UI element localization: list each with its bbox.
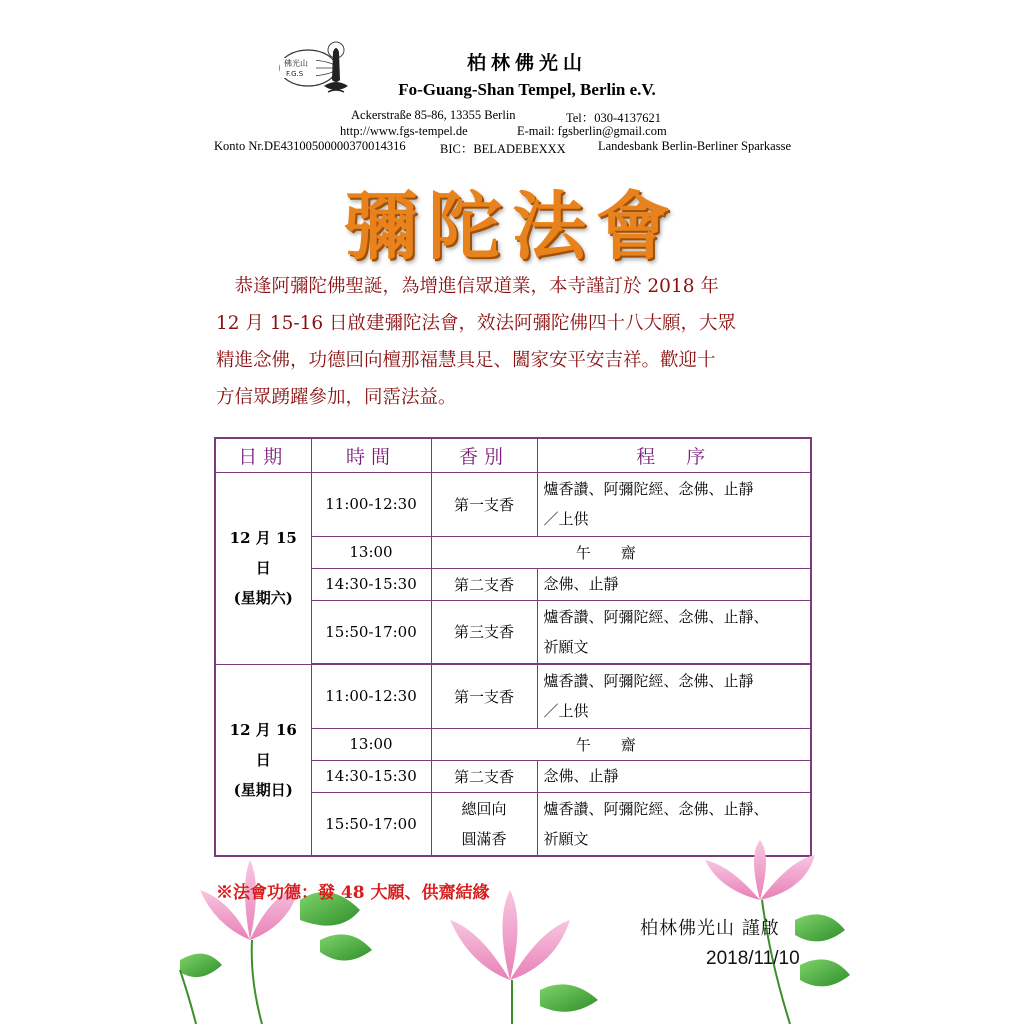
program-line: 念佛、止靜 — [543, 575, 619, 593]
email-link[interactable]: E-mail: fgsberlin@gmail.com — [517, 124, 667, 138]
lotus-flower-icon — [450, 890, 598, 1024]
time-cell: 14:30-15:30 — [311, 760, 431, 792]
incense-cell: 第三支香 — [431, 600, 537, 664]
intro-line: 恭逢阿彌陀佛聖誕，為增進信眾道業，本寺謹訂於 2018 年 — [216, 276, 719, 297]
bank-account: Konto Nr.DE43100500000370014316 — [214, 139, 406, 153]
bic-code: BIC：BELADEBEXXX — [440, 142, 566, 156]
date-label: 12 月 15 日 — [229, 529, 297, 577]
program-cell — [537, 760, 811, 792]
program-line: 爐香讚、阿彌陀經、念佛、止靜 — [543, 672, 754, 691]
lotus-decoration — [0, 840, 1024, 1024]
time-cell: 14:30-15:30 — [311, 568, 431, 600]
program-cell — [537, 664, 811, 728]
incense-cell: 第一支香 — [431, 664, 537, 728]
org-name-chinese: 柏林佛光山 — [466, 52, 587, 74]
time-cell: 15:50-17:00 — [311, 600, 431, 664]
incense-line: 總回向 — [461, 799, 507, 818]
time-cell: 11:00-12:30 — [311, 472, 431, 536]
lunch-cell: 午齋 — [431, 728, 811, 760]
program-line: 念佛、止靜 — [543, 767, 619, 785]
program-line: ／上供 — [543, 702, 589, 721]
date-cell — [215, 472, 311, 664]
phone: Tel：030-4137621 — [566, 111, 661, 125]
table-header-row — [215, 438, 811, 472]
org-name-german: Fo-Guang-Shan Tempel, Berlin e.V. — [398, 80, 656, 99]
website-link[interactable]: http://www.fgs-tempel.de — [340, 124, 468, 138]
program-cell — [537, 568, 811, 600]
header-date: 日期 — [215, 438, 311, 472]
weekday-label: (星期六) — [233, 589, 293, 607]
program-line: 爐香讚、阿彌陀經、念佛、止靜、 — [543, 607, 769, 626]
program-line: 爐香讚、阿彌陀經、念佛、止靜、 — [543, 799, 769, 818]
intro-paragraph — [216, 268, 816, 416]
date-cell — [215, 664, 311, 856]
time-cell: 13:00 — [311, 536, 431, 568]
weekday-label: (星期日) — [233, 780, 293, 799]
address: Ackerstraße 85-86, 13355 Berlin — [351, 108, 516, 122]
time-cell: 13:00 — [311, 728, 431, 760]
program-line: 祈願文 — [543, 829, 589, 848]
program-cell — [537, 600, 811, 664]
program-line: ／上供 — [543, 510, 589, 528]
intro-line: 精進念佛，功德回向檀那福慧具足、闔家安平安吉祥。歡迎十 — [216, 350, 716, 371]
event-title: 彌陀法會 — [344, 184, 680, 270]
schedule-table — [214, 437, 812, 857]
svg-text:佛光山: 佛光山 — [284, 59, 308, 68]
program-line: 爐香讚、阿彌陀經、念佛、止靜 — [543, 480, 754, 498]
signature: 柏林佛光山 謹啟 — [640, 918, 780, 939]
svg-text:F.G.S: F.G.S — [286, 70, 304, 78]
program-cell — [537, 472, 811, 536]
header-incense: 香別 — [431, 438, 537, 472]
document-date: 2018/11/10 — [706, 948, 800, 969]
intro-line: 12 月 15-16 日啟建彌陀法會，效法阿彌陀佛四十八大願，大眾 — [216, 313, 737, 334]
program-line: 祈願文 — [543, 637, 589, 656]
table-row — [215, 664, 811, 728]
header-time: 時間 — [311, 438, 431, 472]
merit-note: ※法會功德：發 48 大願、供齋結緣 — [216, 883, 490, 903]
incense-line: 圓滿香 — [461, 829, 507, 848]
date-label: 12 月 16 日 — [229, 720, 297, 769]
intro-line: 方信眾踴躍參加，同霑法益。 — [216, 387, 457, 408]
table-row — [215, 472, 811, 536]
incense-cell: 第二支香 — [431, 568, 537, 600]
header-program: 程 序 — [537, 438, 811, 472]
incense-cell: 第一支香 — [431, 472, 537, 536]
incense-cell: 第二支香 — [431, 760, 537, 792]
bank-name: Landesbank Berlin-Berliner Sparkasse — [598, 139, 791, 153]
lunch-cell: 午齋 — [431, 536, 811, 568]
time-cell: 15:50-17:00 — [311, 792, 431, 856]
time-cell: 11:00-12:30 — [311, 664, 431, 728]
